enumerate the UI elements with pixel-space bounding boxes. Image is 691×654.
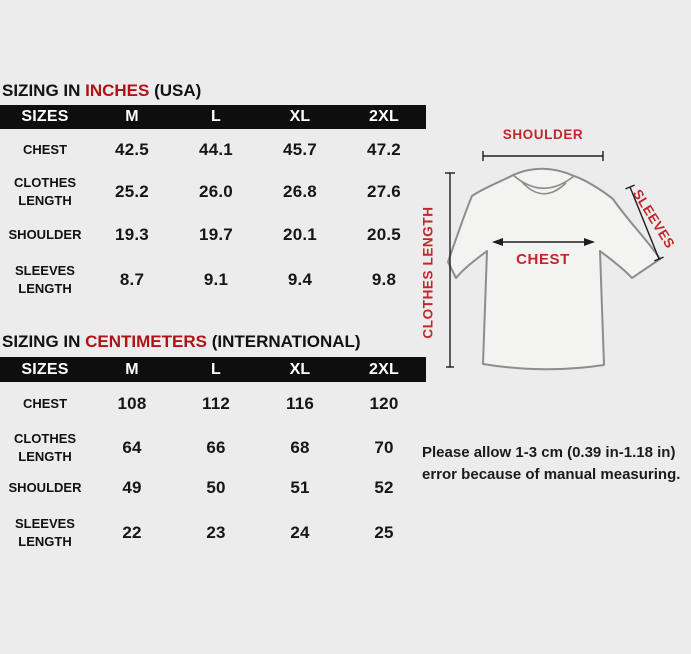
inches-title-suffix: (USA) <box>149 81 202 100</box>
inches-header-m: M <box>90 105 174 129</box>
inches-sleeves-length-l: 9.1 <box>203 269 229 289</box>
inches-chest-xl: 45.7 <box>283 140 317 159</box>
cm-row-chest-label: CHEST <box>22 396 68 412</box>
cm-header-sizes: SIZES <box>0 357 90 382</box>
inches-header-sizes: SIZES <box>0 105 90 129</box>
cm-row-shoulder-label: SHOULDER <box>8 480 82 496</box>
note-line-1: Please allow 1-3 cm (0.39 in-1.18 in) <box>422 444 676 461</box>
cm-chest-2xl: 120 <box>369 394 399 413</box>
cm-chest-m: 108 <box>117 394 147 413</box>
cm-shoulder-m: 49 <box>122 478 142 497</box>
cm-shoulder-2xl: 52 <box>374 478 394 497</box>
sizing-table-cm <box>0 357 426 560</box>
cm-title-prefix: SIZING IN <box>2 332 86 351</box>
inches-sleeves-length-2xl: 9.8 <box>371 269 397 289</box>
cm-sleeves-length-m: 22 <box>122 523 142 542</box>
cm-row-sleeves-length-label: SLEEVES LENGTH <box>15 516 75 549</box>
inches-header-l: L <box>174 105 258 129</box>
inches-title-prefix: SIZING IN <box>2 81 86 100</box>
inches-chest-l: 44.1 <box>199 140 233 159</box>
inches-row-shoulder-label: SHOULDER <box>8 226 82 242</box>
cm-clothes-length-2xl: 70 <box>374 438 394 457</box>
inches-header-xl: XL <box>258 105 342 129</box>
measuring-error-note <box>422 442 680 486</box>
inches-shoulder-2xl: 20.5 <box>367 224 401 244</box>
inches-shoulder-xl: 20.1 <box>283 224 317 244</box>
inches-sleeves-length-xl: 9.4 <box>287 269 313 289</box>
cm-shoulder-xl: 51 <box>290 478 310 497</box>
inches-clothes-length-l: 26.0 <box>199 182 233 201</box>
inches-row-chest-label: CHEST <box>22 142 68 158</box>
inches-section-title <box>2 81 201 101</box>
cm-sleeves-length-l: 23 <box>206 523 226 542</box>
inches-sleeves-length-m: 8.7 <box>119 269 145 289</box>
inches-chest-2xl: 47.2 <box>367 140 401 159</box>
inches-clothes-length-m: 25.2 <box>115 182 149 201</box>
note-line-2: error because of manual measuring. <box>422 466 681 483</box>
cm-title-unit: CENTIMETERS <box>85 332 207 351</box>
cm-header-l: L <box>174 357 258 382</box>
sizing-table-inches <box>0 105 426 303</box>
inches-title-unit: INCHES <box>85 81 150 100</box>
shoulder-label: SHOULDER <box>502 127 584 142</box>
cm-chest-xl: 116 <box>285 394 315 413</box>
cm-section-title <box>2 332 361 352</box>
cm-header-xl: XL <box>258 357 342 382</box>
cm-clothes-length-l: 66 <box>206 438 226 457</box>
inches-clothes-length-xl: 26.8 <box>283 182 317 201</box>
cm-sleeves-length-xl: 24 <box>290 523 310 542</box>
cm-clothes-length-xl: 68 <box>290 438 310 457</box>
inches-row-clothes-length-label: CLOTHES LENGTH <box>13 175 77 208</box>
inches-shoulder-m: 19.3 <box>115 224 149 244</box>
clothes-length-label: CLOTHES LENGTH <box>420 206 436 339</box>
chest-label: CHEST <box>516 251 570 268</box>
cm-sleeves-length-2xl: 25 <box>374 523 394 542</box>
sleeves-label: SLEEVES <box>629 186 678 252</box>
inches-header-2xl: 2XL <box>342 105 426 129</box>
cm-row-clothes-length-label: CLOTHES LENGTH <box>13 431 77 464</box>
cm-shoulder-l: 50 <box>206 478 226 497</box>
cm-title-suffix: (INTERNATIONAL) <box>206 332 361 351</box>
tshirt-outline <box>448 169 660 370</box>
cm-clothes-length-m: 64 <box>122 438 142 457</box>
tshirt-diagram <box>410 115 691 385</box>
cm-header-m: M <box>90 357 174 382</box>
shoulder-measure-line <box>483 151 603 161</box>
cm-chest-l: 112 <box>201 394 231 413</box>
inches-row-sleeves-length-label: SLEEVES LENGTH <box>15 262 75 296</box>
inches-shoulder-l: 19.7 <box>199 224 233 244</box>
inches-chest-m: 42.5 <box>115 140 149 159</box>
cm-header-2xl: 2XL <box>342 357 426 382</box>
inches-clothes-length-2xl: 27.6 <box>367 182 401 201</box>
